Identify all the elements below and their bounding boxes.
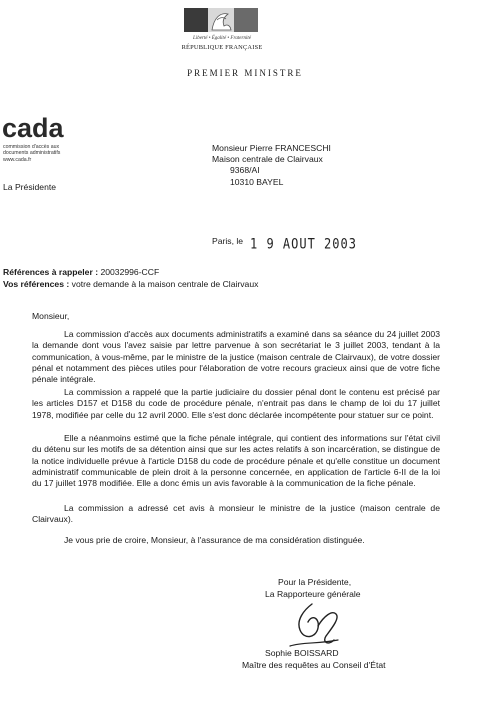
handwritten-signature bbox=[282, 596, 352, 654]
signature-role-line: La Rapporteure générale bbox=[265, 589, 361, 599]
recipient-institution: Maison centrale de Clairvaux bbox=[212, 154, 323, 165]
signature-for-line: Pour la Présidente, bbox=[278, 577, 352, 587]
your-reference-value: votre demande à la maison centrale de Clairvaux bbox=[71, 279, 259, 289]
body-paragraph: La commission a adressé cet avis à monsieur le ministre de la justice (maison centrale de Clairvaux). bbox=[32, 503, 440, 525]
reference-value: 20032996-CCF bbox=[100, 267, 160, 277]
body-paragraph: La commission a rappelé que la partie judiciaire du dossier pénal dont le contenu est précisé par les articles D157 et D158 du code de procédure pénale, n'entrait pas dans le champ de loi du 17 juillet 1978, modifiée par celle du 12 avril 2000. Elle s'est donc déclarée incompétente pour statuer sur ce point. bbox=[32, 387, 440, 420]
cada-org-line: documents administratifs bbox=[3, 150, 61, 157]
salutation: Monsieur, bbox=[32, 311, 70, 321]
body-paragraph: Elle a néanmoins estimé que la fiche pénale intégrale, qui contient des informations sur l'état civil du détenu sur les motifs de sa détention ainsi que sur les actes relatifs à son incarcération, se distingue de la notice individuelle prévue à l'article D158 du code de procédure pénale et qu'elle constitue un document administratif communicable de plein droit à la personne concernée, en application de l'article 6-II de la loi du 17 juillet 1978 modifiée. Elle a donc émis un avis favorable à la communication de la fiche pénale. bbox=[32, 433, 440, 489]
signatory-title: Maître des requêtes au Conseil d'État bbox=[242, 660, 386, 670]
republic-name: RÉPUBLIQUE FRANÇAISE bbox=[181, 44, 263, 51]
recipient-city: 10310 BAYEL bbox=[230, 176, 284, 187]
date-place: Paris, le bbox=[212, 236, 244, 246]
body-paragraph: Je vous prie de croire, Monsieur, à l'assurance de ma considération distinguée. bbox=[64, 535, 365, 545]
republic-motto: Liberté • Égalité • Fraternité bbox=[193, 36, 251, 41]
recipient-name: Monsieur Pierre FRANCESCHI bbox=[212, 143, 331, 153]
cada-logo-text: cada bbox=[2, 113, 64, 143]
cada-org-line: commission d'accès aux bbox=[3, 144, 60, 150]
cada-website: www.cada.fr bbox=[3, 156, 32, 163]
reference-label: Références à rappeler : bbox=[3, 267, 99, 277]
ministry-heading: PREMIER MINISTRE bbox=[187, 68, 303, 78]
body-paragraph: La commission d'accès aux documents administratifs a examiné dans sa séance du 24 juillet 2003 la demande dont vous l'avez saisie par lettre parvenue à son secrétariat le 3 juillet 2003, tendant à la communication, à vous-même, par le ministre de la justice (maison centrale de Clairvaux), de votre dossier pénal et notamment des pièces utiles pour l'élaboration de votre recours gracieux ainsi que de votre fiche pénale intégrale. bbox=[32, 329, 440, 385]
your-reference-label: Vos références : bbox=[3, 279, 70, 289]
signatory-name: Sophie BOISSARD bbox=[265, 648, 339, 658]
cada-logo bbox=[2, 114, 72, 144]
your-reference-line bbox=[3, 279, 443, 290]
sender-role: La Présidente bbox=[3, 182, 57, 192]
marianne-logo bbox=[184, 8, 258, 34]
recipient-address bbox=[212, 143, 432, 188]
reference-line bbox=[3, 267, 443, 278]
recipient-number: 9368/AI bbox=[230, 165, 260, 176]
cada-org-block bbox=[3, 144, 83, 163]
date-stamp: 1 9 AOUT 2003 bbox=[250, 235, 357, 253]
